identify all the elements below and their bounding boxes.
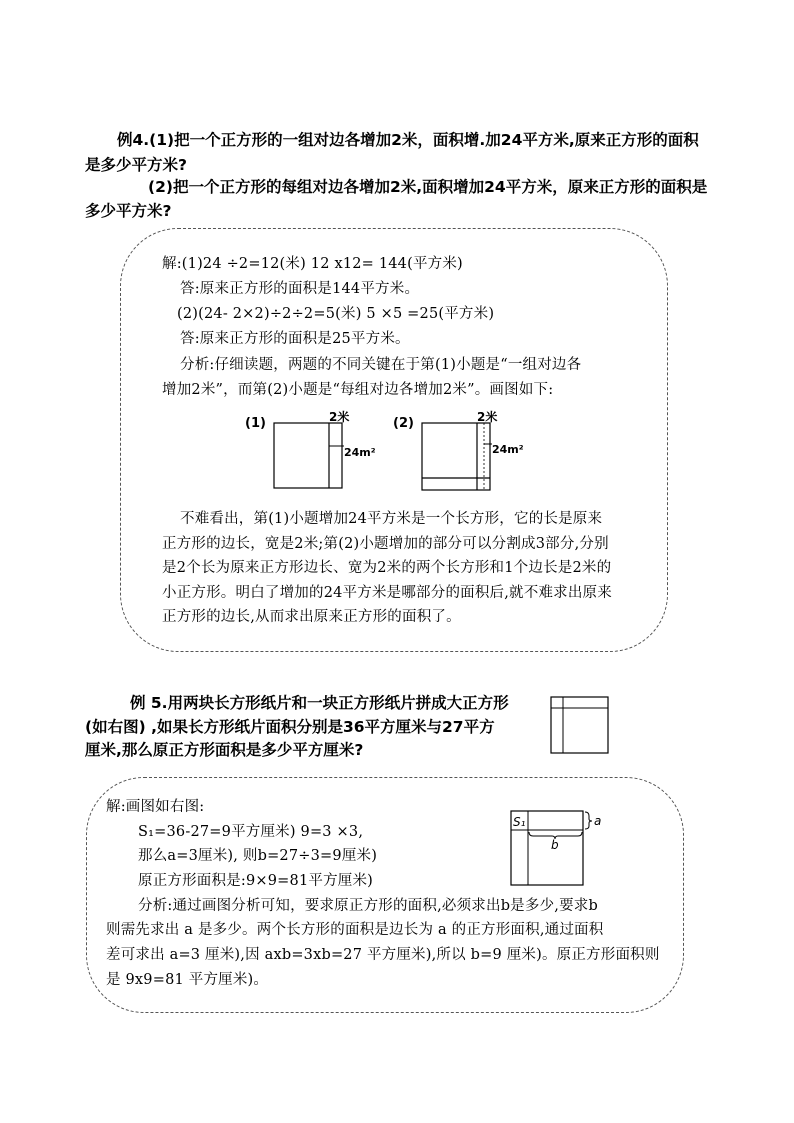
ex4-question-line1: 例4.(1)把一个正方形的一组对边各增加2米，面积增.加24平方米,原来正方形的面积 [117, 131, 699, 149]
sol4-line2: 答:原来正方形的面积是144平方米。 [180, 281, 420, 297]
fig1-label: (1) [245, 416, 266, 431]
fig1-area-label: 24m² [344, 446, 376, 459]
sol5-line4: 原正方形面积是:9×9=81平方厘米) [138, 873, 374, 889]
figure-ex5-question [550, 696, 610, 754]
sol5-line1: 解:画图如右图: [106, 799, 205, 815]
fig5-b-label: b [551, 838, 559, 852]
ex5-question-line1: 例 5.用两块长方形纸片和一块正方形纸片拼成大正方形 [130, 694, 509, 712]
fig5-a-label: a [594, 814, 602, 828]
sol5-line2: S₁=36-27=9平方厘米) 9=3 ×3, [138, 824, 364, 840]
figure-ex4-part1 [240, 408, 376, 488]
sol4-line11: 正方形的边长,从而求出原来正方形的面积了。 [162, 609, 461, 625]
fig5-s1-label: S₁ [513, 815, 526, 829]
ex4-question-line4: 多少平方米? [85, 202, 172, 220]
fig2-area-label: 24m² [492, 443, 524, 456]
sol4-line5: 分析:仔细读题，两题的不同关键在于第(1)小题是“一组对边各 [180, 357, 582, 373]
fig1-width-label: 2米 [329, 410, 350, 424]
ex5-question-line2: (如右图) ,如果长方形纸片面积分别是36平方厘米与27平方 [85, 718, 495, 736]
ex4-question-line2: 是多少平方米? [85, 156, 187, 174]
sol4-line3: (2)(24- 2×2)÷2÷2=5(米) 5 ×5 =25(平方米) [177, 306, 495, 322]
sol5-line8: 是 9x9=81 平方厘米)。 [106, 972, 269, 988]
sol4-line1: 解:(1)24 ÷2=12(米) 12 x12= 144(平方米) [162, 256, 463, 272]
sol4-line6: 增加2米”，而第(2)小题是“每组对边各增加2米”。画图如下: [162, 382, 554, 398]
figure-ex4-part2 [388, 408, 538, 494]
sol5-line5: 分析:通过画图分析可知，要求原正方形的面积,必须求出b是多少,要求b [138, 898, 598, 914]
sol4-line7: 不难看出，第(1)小题增加24平方米是一个长方形，它的长是原来 [180, 511, 603, 527]
sol4-line9: 是2个长为原来正方形边长、宽为2米的两个长方形和1个边长是2米的 [162, 560, 612, 576]
sol5-line6: 则需先求出 a 是多少。两个长方形的面积是边长为 a 的正方形面积,通过面积 [106, 922, 604, 938]
fig2-width-label: 2米 [477, 410, 498, 424]
ex4-question-line3: (2)把一个正方形的每组对边各增加2米,面积增加24平方米，原来正方形的面积是 [148, 178, 708, 196]
sol5-line7: 差可求出 a=3 厘米),因 axb=3xb=27 平方厘米),所以 b=9 厘米)。原正方形面积则 [106, 947, 660, 963]
sol5-line3: 那么a=3厘米), 则b=27÷3=9厘米) [138, 848, 378, 864]
sol4-line4: 答:原来正方形的面积是25平方米。 [180, 331, 410, 347]
sol4-line8: 正方形的边长，宽是2米;第(2)小题增加的部分可以分割成3部分,分别 [162, 536, 609, 552]
fig2-label: (2) [393, 416, 414, 431]
ex5-question-line3: 厘米,那么原正方形面积是多少平方厘米? [85, 741, 364, 759]
figure-ex5-solution [508, 808, 608, 888]
sol4-line10: 小正方形。明白了增加的24平方米是哪部分的面积后,就不难求出原来 [162, 585, 612, 601]
